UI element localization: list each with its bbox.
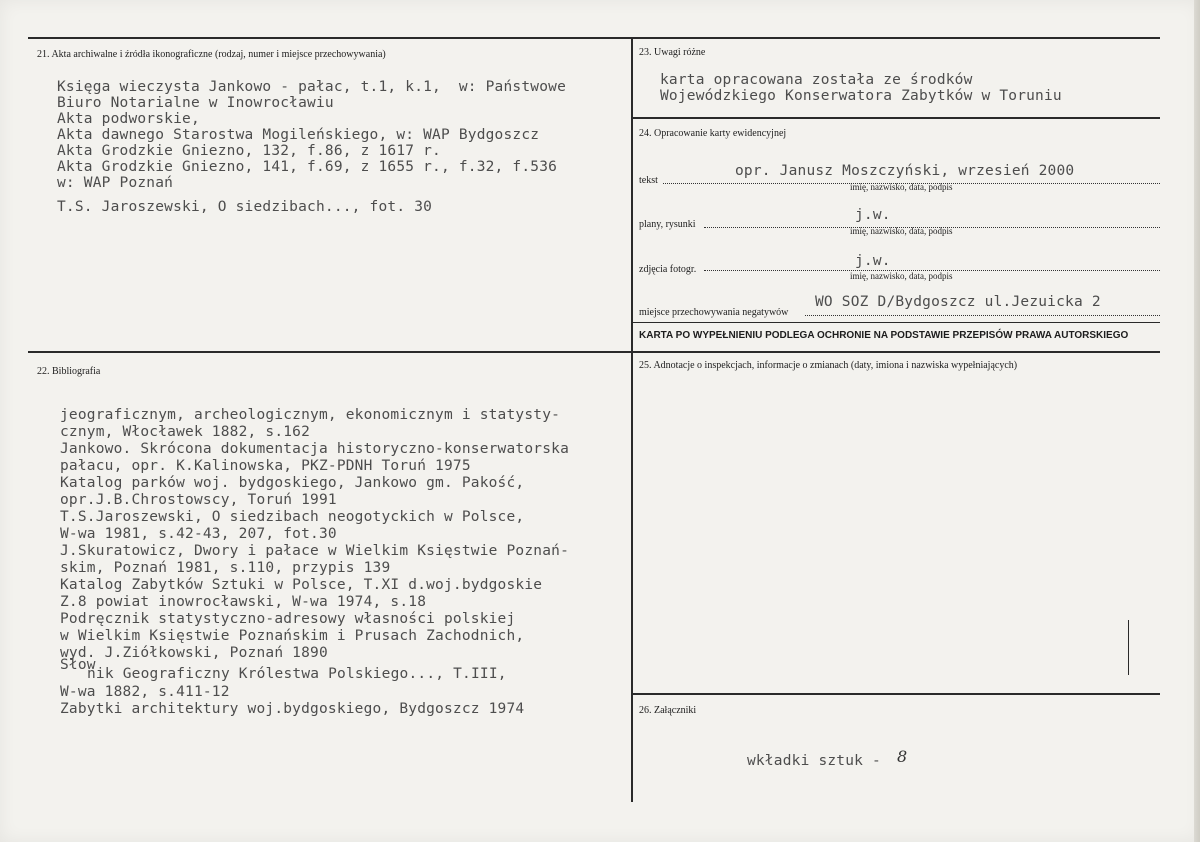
s24-photos-label: zdjęcia fotogr. [639,264,697,275]
s22-line-2: cznym, Włocławek 1882, s.162 [60,424,311,440]
s22-slow-rest: nik Geograficzny Królestwa Polskiego..., T.III, [87,666,507,682]
s25-bottom-line [632,693,1160,695]
s24-text-label: tekst [639,175,658,186]
s21-line-3: Akta podworskie, [57,111,200,127]
s22-line-7: T.S.Jaroszewski, O siedzibach neogotyckich w Polsce, [60,509,525,525]
s22-line-1: jeograficznym, archeologicznym, ekonomicznym i statysty- [60,407,561,423]
s22-line-3: Jankowo. Skrócona dokumentacja historyczno-konserwatorska [60,441,569,457]
s22-line-13: Podręcznik statystyczno-adresowy własności polskiej [60,611,516,627]
s24-plans-value: j.w. [855,207,891,223]
s22-line-12: Z.8 powiat inowrocławski, W-wa 1974, s.18 [60,594,427,610]
s21-line-6: Akta Grodzkie Gniezno, 141, f.69, z 1655 r., f.32, f.536 [57,159,558,175]
s26-label: 26. Załączniki [639,705,697,716]
s25-label: 25. Adnotacje o inspekcjach, informacje o zmianach (daty, imiona i nazwiska wypełniających) [639,360,1018,371]
s25-margin-mark [1128,620,1129,675]
s24-photos-sub: imię, nazwisko, data, podpis [850,271,953,281]
s24-notice-top-line [632,322,1160,323]
s22-line-4: pałacu, opr. K.Kalinowska, PKZ-PDNH Toruń 1975 [60,458,471,474]
s24-negatives-label: miejsce przechowywania negatywów [639,307,789,318]
s22-line-14: w Wielkim Księstwie Poznańskim i Prusach Zachodnich, [60,628,525,644]
s21-line-4: Akta dawnego Starostwa Mogileńskiego, w: WAP Bydgoszcz [57,127,540,143]
s24-plans-sub: imię, nazwisko, data, podpis [850,226,953,236]
s23-label: 23. Uwagi różne [639,47,706,58]
s21-line-2: Biuro Notarialne w Inowrocławiu [57,95,334,111]
s23-line-1: karta opracowana została ze środków [660,72,973,88]
s24-text-sub: imię, nazwisko, data, podpis [850,182,953,192]
s22-line-15: wyd. J.Ziółkowski, Poznań 1890 [60,645,328,661]
s24-bottom-line [632,351,1160,353]
center-divider [631,37,633,802]
left-section-divider [28,351,632,353]
s24-negatives-dotline [805,315,1160,316]
s23-bottom-line [632,117,1160,119]
s22-line-5: Katalog parków woj. bydgoskiego, Jankowo gm. Pakość, [60,475,525,491]
s22-line-6: opr.J.B.Chrostowscy, Toruń 1991 [60,492,337,508]
s22-slow-prefix: Słow [60,657,96,673]
s26-attachments-text: wkładki sztuk - [747,753,881,769]
s22-tail-line-2: Zabytki architektury woj.bydgoskiego, Bydgoszcz 1974 [60,701,525,717]
s24-text-value: opr. Janusz Moszczyński, wrzesień 2000 [735,163,1075,179]
top-border-line [28,37,1160,39]
s21-line-7: w: WAP Poznań [57,175,174,191]
s21-label: 21. Akta archiwalne i źródła ikonograficzne (rodzaj, numer i miejsce przechowywania) [37,49,386,60]
s24-label: 24. Opracowanie karty ewidencyjnej [639,128,787,139]
s22-tail-line-1: W-wa 1882, s.411-12 [60,684,230,700]
s24-negatives-value: WO SOZ D/Bydgoszcz ul.Jezuicka 2 [815,294,1101,310]
s21-line-1: Księga wieczysta Jankowo - pałac, t.1, k.1, w: Państwowe [57,79,566,95]
card-edge [1194,0,1200,842]
s24-photos-value: j.w. [855,253,891,269]
s21-extra-line: T.S. Jaroszewski, O siedzibach..., fot. 30 [57,199,433,215]
s21-line-5: Akta Grodzkie Gniezno, 132, f.86, z 1617 r. [57,143,441,159]
s22-label: 22. Bibliografia [37,366,101,377]
s24-plans-label: plany, rysunki [639,219,696,230]
s22-line-11: Katalog Zabytków Sztuki w Polsce, T.XI d.woj.bydgoskie [60,577,543,593]
s22-line-9: J.Skuratowicz, Dwory i pałace w Wielkim Księstwie Poznań- [60,543,569,559]
s22-line-10: skim, Poznań 1981, s.110, przypis 139 [60,560,391,576]
s22-line-8: W-wa 1981, s.42-43, 207, fot.30 [60,526,337,542]
s26-attachments-count: 8 [897,747,908,766]
s24-copyright-notice: KARTA PO WYPEŁNIENIU PODLEGA OCHRONIE NA PODSTAWIE PRZEPISÓW PRAWA AUTORSKIEGO [639,330,1129,341]
s23-line-2: Wojewódzkiego Konserwatora Zabytków w Toruniu [660,88,1062,104]
